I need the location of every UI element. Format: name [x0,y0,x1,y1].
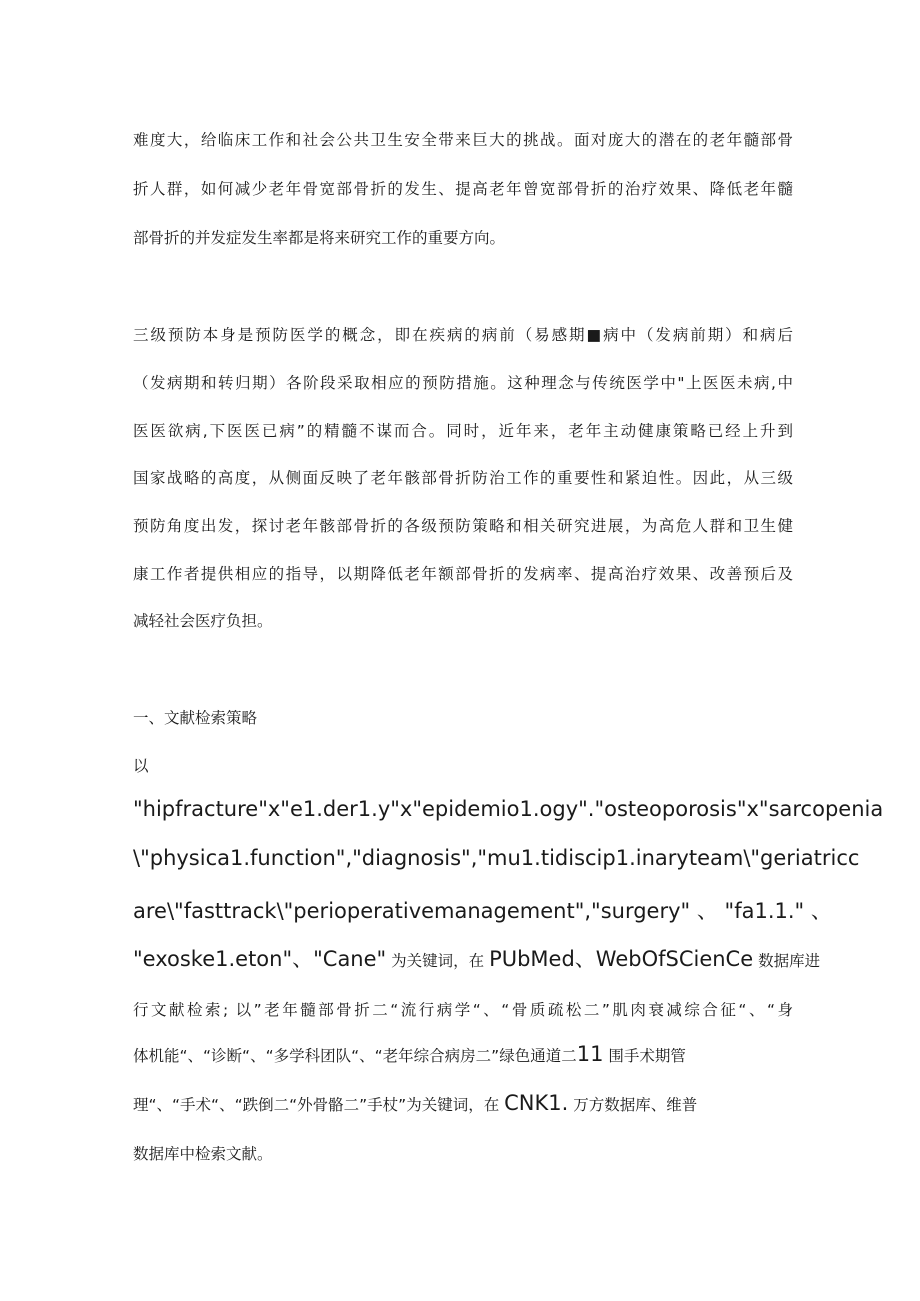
paragraph-2-line-6: 康工作者提供相应的指导，以期降低老年额部骨折的发病率、提高治疗效果、改善预后及 [133,565,793,583]
cn-line-3-text: 理“、“手术“、“跌倒二“外骨骼二”手杖”为关键词，在 [133,1096,505,1114]
paragraph-1-line-2: 折人群，如何减少老年骨宽部骨折的发生、提高老年曾宽部骨折的治疗效果、降低老年髓 [133,180,793,198]
paragraph-2-line-7: 减轻社会医疗负担。 [133,612,273,630]
keyword-text-b: 为关键词，在 [386,952,490,970]
paragraph-2-line-2: （发病期和转归期）各阶段采取相应的预防措施。这种理念与传统医学中"上医医未病,中 [133,374,793,392]
paragraph-2-line-5: 预防角度出发，探讨老年骸部骨折的各级预防策略和相关研究进展，为高危人群和卫生健 [133,517,793,535]
database-names: PUbMed、WebOfSCienCe [489,947,754,971]
cn-line-2-text: 体机能“、“诊断“、“多学科团队“、“老年综合病房二”绿色通道二 [133,1047,577,1065]
paragraph-1-line-1: 难度大，给临床工作和社会公共卫生安全带来巨大的挑战。面对庞大的潜在的老年髓部骨 [133,131,793,149]
section-heading: 一、文献检索策略 [133,709,258,727]
paragraph-3-cn-line-2 [133,1042,793,1066]
paragraph-2-line-4: 国家战略的高度，从侧面反映了老年骸部骨折防治工作的重要性和紧迫性。因此，从三级 [133,469,793,487]
paragraph-3-en-line-3: are\"fasttrack\"perioperativemanagement","surgery" 、 "fa1.1." 、 [133,899,832,923]
paragraph-3-cn-line-3 [133,1091,793,1115]
cn-line-3-cnki: CNK1. [504,1091,569,1115]
paragraph-3-intro: 以 [133,757,149,775]
paragraph-3-cn-line-1: 行文献检索; 以”老年髓部骨折二“流行病学“、“骨质疏松二”肌肉衰减综合征“、“身 [133,1001,793,1019]
paragraph-3-cn-line-4: 数据库中检索文献。 [133,1145,273,1163]
paragraph-3-en-line-1: "hipfracture"x"e1.der1.y"x"epidemio1.ogy"."osteoporosis"x"sarcopenia [133,797,884,821]
cn-line-3-tail: 万方数据库、维普 [568,1096,698,1114]
paragraph-3-en-line-2: \"physica1.function","diagnosis","mu1.tidiscip1.inaryteam\"geriatricc [133,846,860,870]
cn-line-2-tail: 围手术期管 [603,1047,686,1065]
keyword-text-d: 数据库进 [753,952,821,970]
cn-line-2-number: 11 [576,1042,604,1066]
paragraph-2-line-3: 医医欲病,下医医已病”的精髓不谋而合。同时，近年来，老年主动健康策略已经上升到 [133,422,793,440]
keyword-text-a: "exoske1.eton"、"Cane" [133,947,387,971]
paragraph-2-line-1: 三级预防本身是预防医学的概念，即在疾病的病前（易感期■病中（发病前期）和病后 [133,326,793,344]
paragraph-1-line-3: 部骨折的并发症发生率都是将来研究工作的重要方向。 [133,229,506,247]
paragraph-3-mixed-line [133,943,821,973]
